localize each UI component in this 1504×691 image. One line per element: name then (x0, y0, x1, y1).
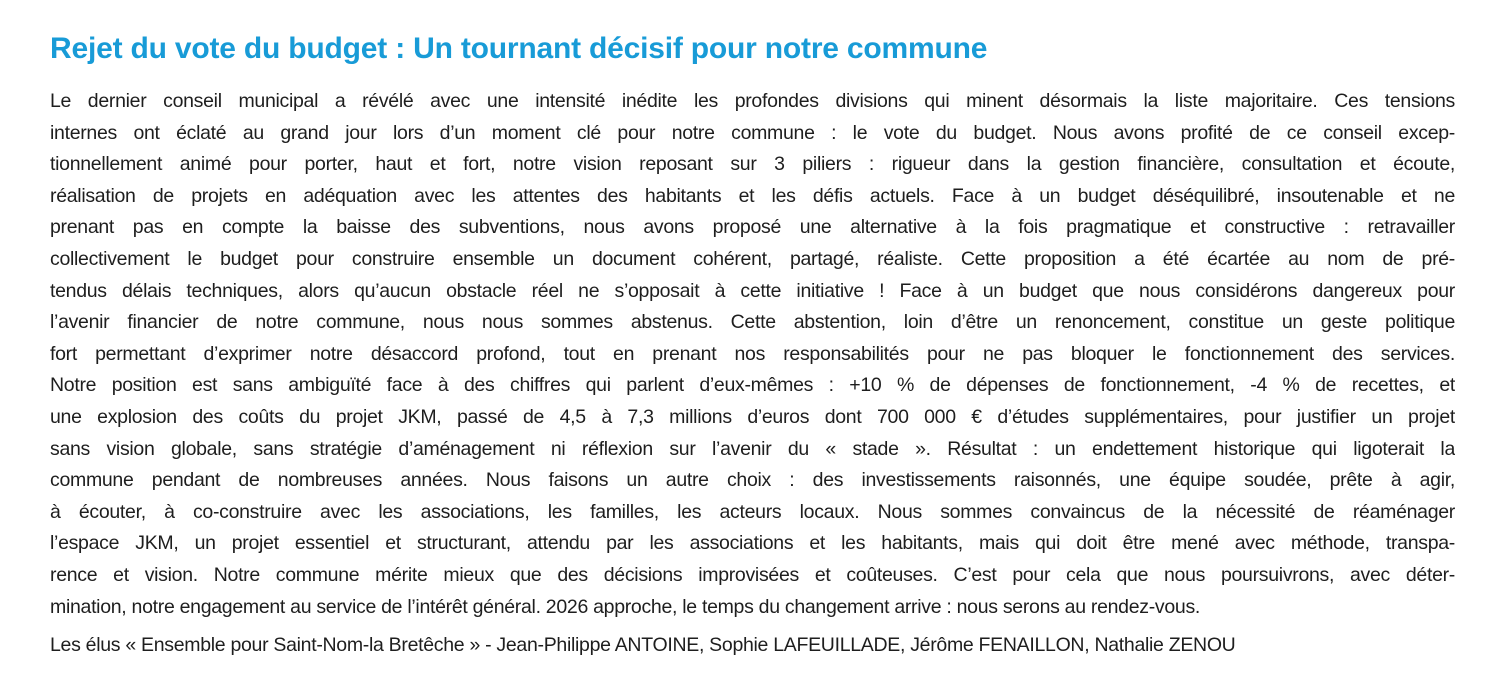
article-line: réalisation de projets en adéquation avec les attentes des habitants et les défis actuels. Face à un budget déséquilibré, insoutenable et ne (50, 184, 1455, 207)
article-line: sans vision globale, sans stratégie d’aménagement ni réflexion sur l’avenir du « stade ». Résultat : un endettement historique qui ligoterait la (50, 437, 1455, 460)
article-line: Le dernier conseil municipal a révélé avec une intensité inédite les profondes divisions qui minent désormais la liste majoritaire. Ces tensions (50, 90, 1455, 112)
article-line: l’avenir financier de notre commune, nous nous sommes abstenus. Cette abstention, loin d’être un renoncement, constitue un geste politique (50, 311, 1455, 334)
article-line: tionnellement animé pour porter, haut et fort, notre vision reposant sur 3 piliers : rigueur dans la gestion financière, consultation et écoute, (50, 153, 1455, 176)
article-body (50, 86, 1455, 623)
article-line: fort permettant d’exprimer notre désaccord profond, tout en prenant nos responsabilités pour ne pas bloquer le fonctionnement des services. (50, 342, 1455, 365)
article-line: mination, notre engagement au service de l’intérêt général. 2026 approche, le temps du changement arrive : nous serons au rendez-vous. (50, 595, 1201, 618)
article-line: tendus délais techniques, alors qu’aucun obstacle réel ne s’opposait à cette initiative ! Face à un budget que nous considérons dangereux pour (50, 279, 1455, 302)
article-line: commune pendant de nombreuses années. Nous faisons un autre choix : des investissements raisonnés, une équipe soudée, prête à agir, (50, 469, 1455, 492)
article-line: une explosion des coûts du projet JKM, passé de 4,5 à 7,3 millions d’euros dont 700 000 € d’études supplémentaires, pour justifier un projet (50, 405, 1455, 428)
article-line: internes ont éclaté au grand jour lors d’un moment clé pour notre commune : le vote du budget. Nous avons profité de ce conseil excep- (50, 121, 1455, 144)
article-line: à écouter, à co-construire avec les associations, les familles, les acteurs locaux. Nous sommes convaincus de la nécessité de réaménager (50, 500, 1455, 523)
article-signature: Les élus « Ensemble pour Saint-Nom-la Bretêche » - Jean-Philippe ANTOINE, Sophie LAFEUILLADE, Jérôme FENAILLON, Nathalie ZENOU (50, 634, 1236, 657)
article-line: l’espace JKM, un projet essentiel et structurant, attendu par les associations et les habitants, mais qui doit être mené avec méthode, transpa- (50, 532, 1455, 555)
article-line: prenant pas en compte la baisse des subventions, nous avons proposé une alternative à la fois pragmatique et constructive : retravailler (50, 216, 1455, 239)
article-line: Notre position est sans ambiguïté face à des chiffres qui parlent d’eux-mêmes : +10 % de dépenses de fonctionnement, -4 % de recettes, et (50, 374, 1455, 397)
article-title: Rejet du vote du budget : Un tournant décisif pour notre commune (50, 32, 988, 65)
article-line: rence et vision. Notre commune mérite mieux que des décisions improvisées et coûteuses. C’est pour cela que nous poursuivrons, avec déter- (50, 563, 1455, 586)
article-line: collectivement le budget pour construire ensemble un document cohérent, partagé, réaliste. Cette proposition a été écartée au nom de pré- (50, 247, 1455, 270)
